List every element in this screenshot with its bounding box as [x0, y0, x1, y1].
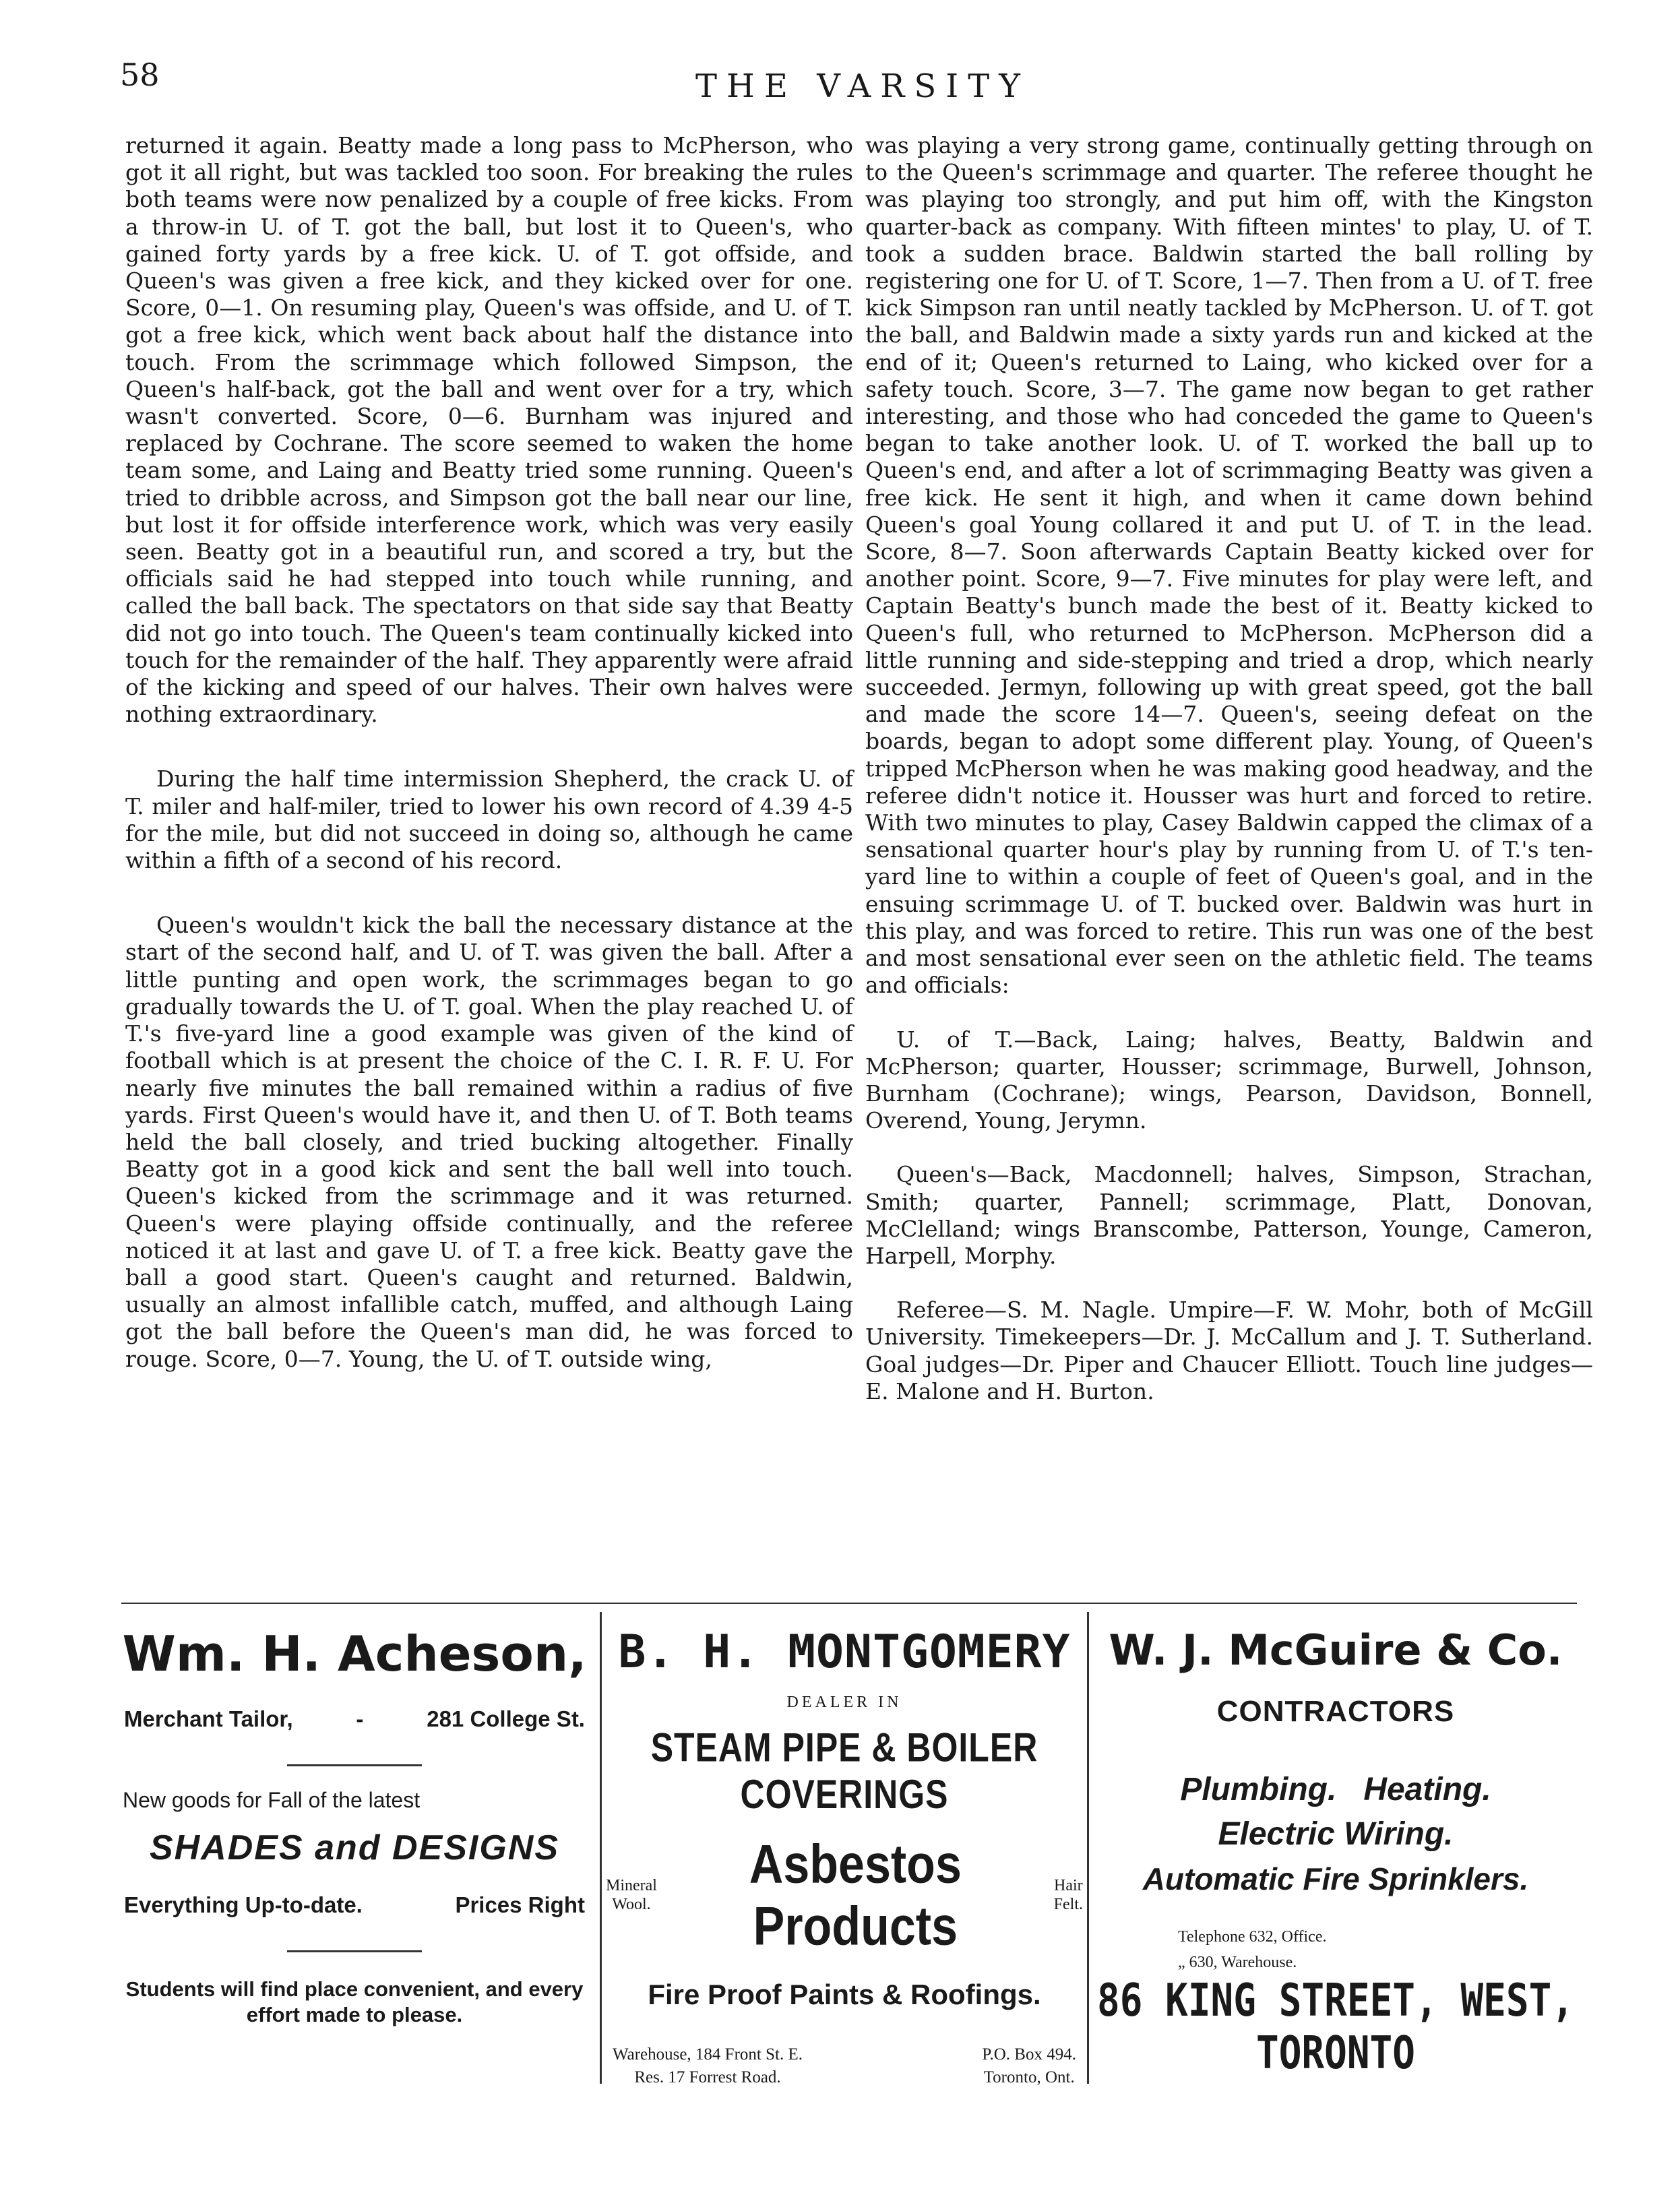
- page-number: 58: [120, 57, 160, 93]
- team-lineup-uoft: U. of T.—Back, Laing; halves, Beatty, Baldwin and McPherson; quarter, Housser; scrimmage, Burwell, Johnson, Burnham (Cochrane); wings, Pearson, Davidson, Bonnell, Overend, Young, Jerymn.: [865, 1026, 1593, 1134]
- ad-acheson-students: Students will find place convenient, and every effort made to please.: [125, 1977, 584, 2026]
- ad-montgomery-address-left: [613, 2043, 803, 2089]
- ad-section-divider: [121, 1603, 1577, 1604]
- ad-mcguire-services-line: [1094, 1768, 1577, 1812]
- ad-mcguire-sprinklers: Automatic Fire Sprinklers.: [1142, 1861, 1529, 1896]
- ad-montgomery-city: Toronto, Ont.: [983, 2068, 1075, 2086]
- ad-acheson-rule: [287, 1950, 422, 1952]
- masthead-title: THE VARSITY: [695, 67, 1030, 105]
- article-paragraph: returned it again. Beatty made a long pass to McPherson, who got it all right, but was tackled too soon. For breaking the rules both teams were now penalized by a couple of free kicks. From a throw-in U. of T. got the ball, but lost it to Queen's, who gained forty yards by a free kick. U. of T. got offside, and Queen's was given a free kick, and they kicked over for one. Score, 0—1. On resuming play, Queen's was offside, and U. of T. got a free kick, which went back about half the distance into touch. From the scrimmage which followed Simpson, the Queen's half-back, got the ball and went over for a try, which wasn't converted. Score, 0—6. Burnham was injured and replaced by Cochrane. The score seemed to waken the home team some, and Laing and Beatty tried some running. Queen's tried to dribble across, and Simpson got the ball near our line, but lost it for offside interference work, which was very easily seen. Beatty got in a beautiful run, and scored a try, but the officials said he had stepped into touch while running, and called the ball back. The spectators on that side say that Beatty did not go into touch. The Queen's team continually kicked into touch for the remainder of the half. They apparently were afraid of the kicking and speed of our halves. Their own halves were nothing extraordinary.: [125, 132, 853, 728]
- ad-montgomery-wool: Wool.: [612, 1896, 651, 1913]
- ad-acheson: [119, 1612, 590, 2084]
- ad-acheson-address: 281 College St.: [427, 1706, 585, 1731]
- ad-montgomery-fire: Fire Proof Paints & Roofings.: [648, 1979, 1041, 2010]
- article-paragraph: Queen's wouldn't kick the ball the necessary distance at the start of the second half, and U. of T. was given the ball. After a little punting and open work, the scrimmages began to go gradually towards the U. of T. goal. When the play reached U. of T.'s five-yard line a good example was given of the kind of football which is at present the choice of the C. I. R. F. U. For nearly five minutes the ball remained within a radius of five yards. First Queen's would have it, and then U. of T. Both teams held the ball closely, and tried bucking altogether. Finally Beatty got in a good kick and sent the ball well into touch. Queen's kicked from the scrimmage and it was returned. Queen's were playing offside continually, and the referee noticed it at last and gave U. of T. a free kick. Beatty gave the ball a good start. Queen's caught and returned. Baldwin, usually an almost infallible catch, muffed, and although Laing got the ball before the Queen's man did, he was forced to rouge. Score, 0—7. Young, the U. of T. outside wing,: [125, 912, 853, 1372]
- ad-mcguire-tel-office: Telephone 632, Office.: [1178, 1928, 1327, 1946]
- ad-montgomery-steam: STEAM PIPE & BOILER COVERINGS: [650, 1725, 1038, 1818]
- ad-mcguire-telephones: [1094, 1924, 1577, 1975]
- ad-mcguire-heating: Heating.: [1363, 1772, 1491, 1807]
- ad-mcguire-tel-warehouse: „ 630, Warehouse.: [1178, 1954, 1297, 1971]
- ad-montgomery-asbestos: Asbestos Products: [749, 1834, 962, 1956]
- ad-acheson-prices: Prices Right: [455, 1892, 585, 1917]
- ad-acheson-rule: [287, 1764, 422, 1766]
- ad-acheson-new-goods: New goods for Fall of the latest: [123, 1788, 421, 1812]
- ad-montgomery: [600, 1612, 1089, 2084]
- article-paragraph: During the half time intermission Shepherd, the crack U. of T. miler and half-miler, tried to lower his own record of 4.39 4-5 for the mile, but did not succeed in doing so, although he came within a fifth of a second of his record.: [125, 766, 853, 874]
- ad-montgomery-dealer: DEALER IN: [786, 1694, 902, 1711]
- ad-montgomery-pobox: P.O. Box 494.: [982, 2045, 1076, 2064]
- ad-acheson-shades: SHADES and DESIGNS: [149, 1828, 560, 1867]
- ad-acheson-trade: Merchant Tailor,: [124, 1706, 293, 1731]
- ad-montgomery-warehouse: Warehouse, 184 Front St. E.: [613, 2045, 803, 2064]
- ad-acheson-everything: Everything Up-to-date.: [124, 1892, 363, 1917]
- ad-mcguire-name: W. J. McGuire & Co.: [1109, 1625, 1563, 1675]
- article-paragraph: was playing a very strong game, continually getting through on to the Queen's scrimmage and quarter. The referee thought he was playing too strongly, and put him off, with the Kingston quarter-back as company. With fifteen mintes' to play, U. of T. took a sudden brace. Baldwin started the ball rolling by registering one for U. of T. Score, 1—7. Then from a U. of T. free kick Simpson ran until neatly tackled by McPherson. U. of T. got the ball, and Baldwin made a sixty yards run and kicked at the end of it; Queen's returned to Laing, who kicked over for a safety touch. Score, 3—7. The game now began to get rather interesting, and those who had conceded the game to Queen's began to take another look. U. of T. worked the ball up to Queen's end, and after a lot of scrimmaging Beatty was given a free kick. He sent it high, and when it came down behind Queen's goal Young collared it and put U. of T. in the lead. Score, 8—7. Soon afterwards Captain Beatty kicked over for another point. Score, 9—7. Five minutes for play were left, and Captain Beatty's bunch made the best of it. Beatty kicked to Queen's full, who returned to McPherson. McPherson did a little running and side-stepping and tried a drop, which nearly succeeded. Jermyn, following up with great speed, got the ball and made the score 14—7. Queen's, seeing defeat on the boards, began to adopt some different play. Young, of Queen's tripped McPherson when he was making good headway, and the referee didn't notice it. Housser was hurt and forced to retire. With two minutes to play, Casey Baldwin capped the climax of a sensational quarter hour's play by running from U. of T.'s ten-yard line to within a couple of feet of Queen's goal, and in the ensuing scrimmage U. of T. bucked over. Baldwin was hurt in this play, and was forced to retire. This run was one of the best and most sensational ever seen on the athletic field. The teams and officials:: [865, 132, 1593, 999]
- ad-acheson-trade-line: [124, 1706, 585, 1732]
- ad-mcguire-contractors: CONTRACTORS: [1216, 1695, 1455, 1728]
- ad-montgomery-asbestos-row: [602, 1834, 1087, 1956]
- ad-montgomery-address-block: [602, 2043, 1087, 2089]
- officials-list: Referee—S. M. Nagle. Umpire—F. W. Mohr, both of McGill University. Timekeepers—Dr. J. McCallum and J. T. Sutherland. Goal judges—Dr. Piper and Chaucer Elliott. Touch line judges—E. Malone and H. Burton.: [865, 1297, 1593, 1404]
- ad-mcguire: [1094, 1612, 1577, 2084]
- ad-acheson-slogan-line: [124, 1892, 585, 1918]
- ad-montgomery-hair: Hair: [1054, 1877, 1083, 1894]
- ad-mcguire-plumbing: Plumbing.: [1180, 1772, 1337, 1807]
- ad-acheson-name: Wm. H. Acheson,: [122, 1625, 587, 1682]
- ad-montgomery-res: Res. 17 Forrest Road.: [634, 2068, 781, 2086]
- ad-montgomery-mineral-wool: [606, 1876, 657, 1914]
- ad-montgomery-hair-felt: [1054, 1876, 1083, 1914]
- team-lineup-queens: Queen's—Back, Macdonnell; halves, Simpson, Strachan, Smith; quarter, Pannell; scrimmage, Platt, Donovan, McClelland; wings Branscombe, Patterson, Younge, Cameron, Harpell, Morphy.: [865, 1161, 1593, 1269]
- ad-acheson-dash: -: [356, 1706, 364, 1731]
- ad-montgomery-felt: Felt.: [1053, 1896, 1083, 1913]
- ad-montgomery-mineral: Mineral: [606, 1877, 657, 1894]
- left-column: [125, 132, 853, 1410]
- ad-mcguire-address: 86 KING STREET, WEST, TORONTO: [1096, 1975, 1574, 2080]
- ad-mcguire-electric: Electric Wiring.: [1218, 1816, 1454, 1852]
- ad-montgomery-name: B. H. MONTGOMERY: [618, 1625, 1071, 1679]
- right-column: [865, 132, 1593, 1443]
- ad-montgomery-address-right: [982, 2043, 1076, 2089]
